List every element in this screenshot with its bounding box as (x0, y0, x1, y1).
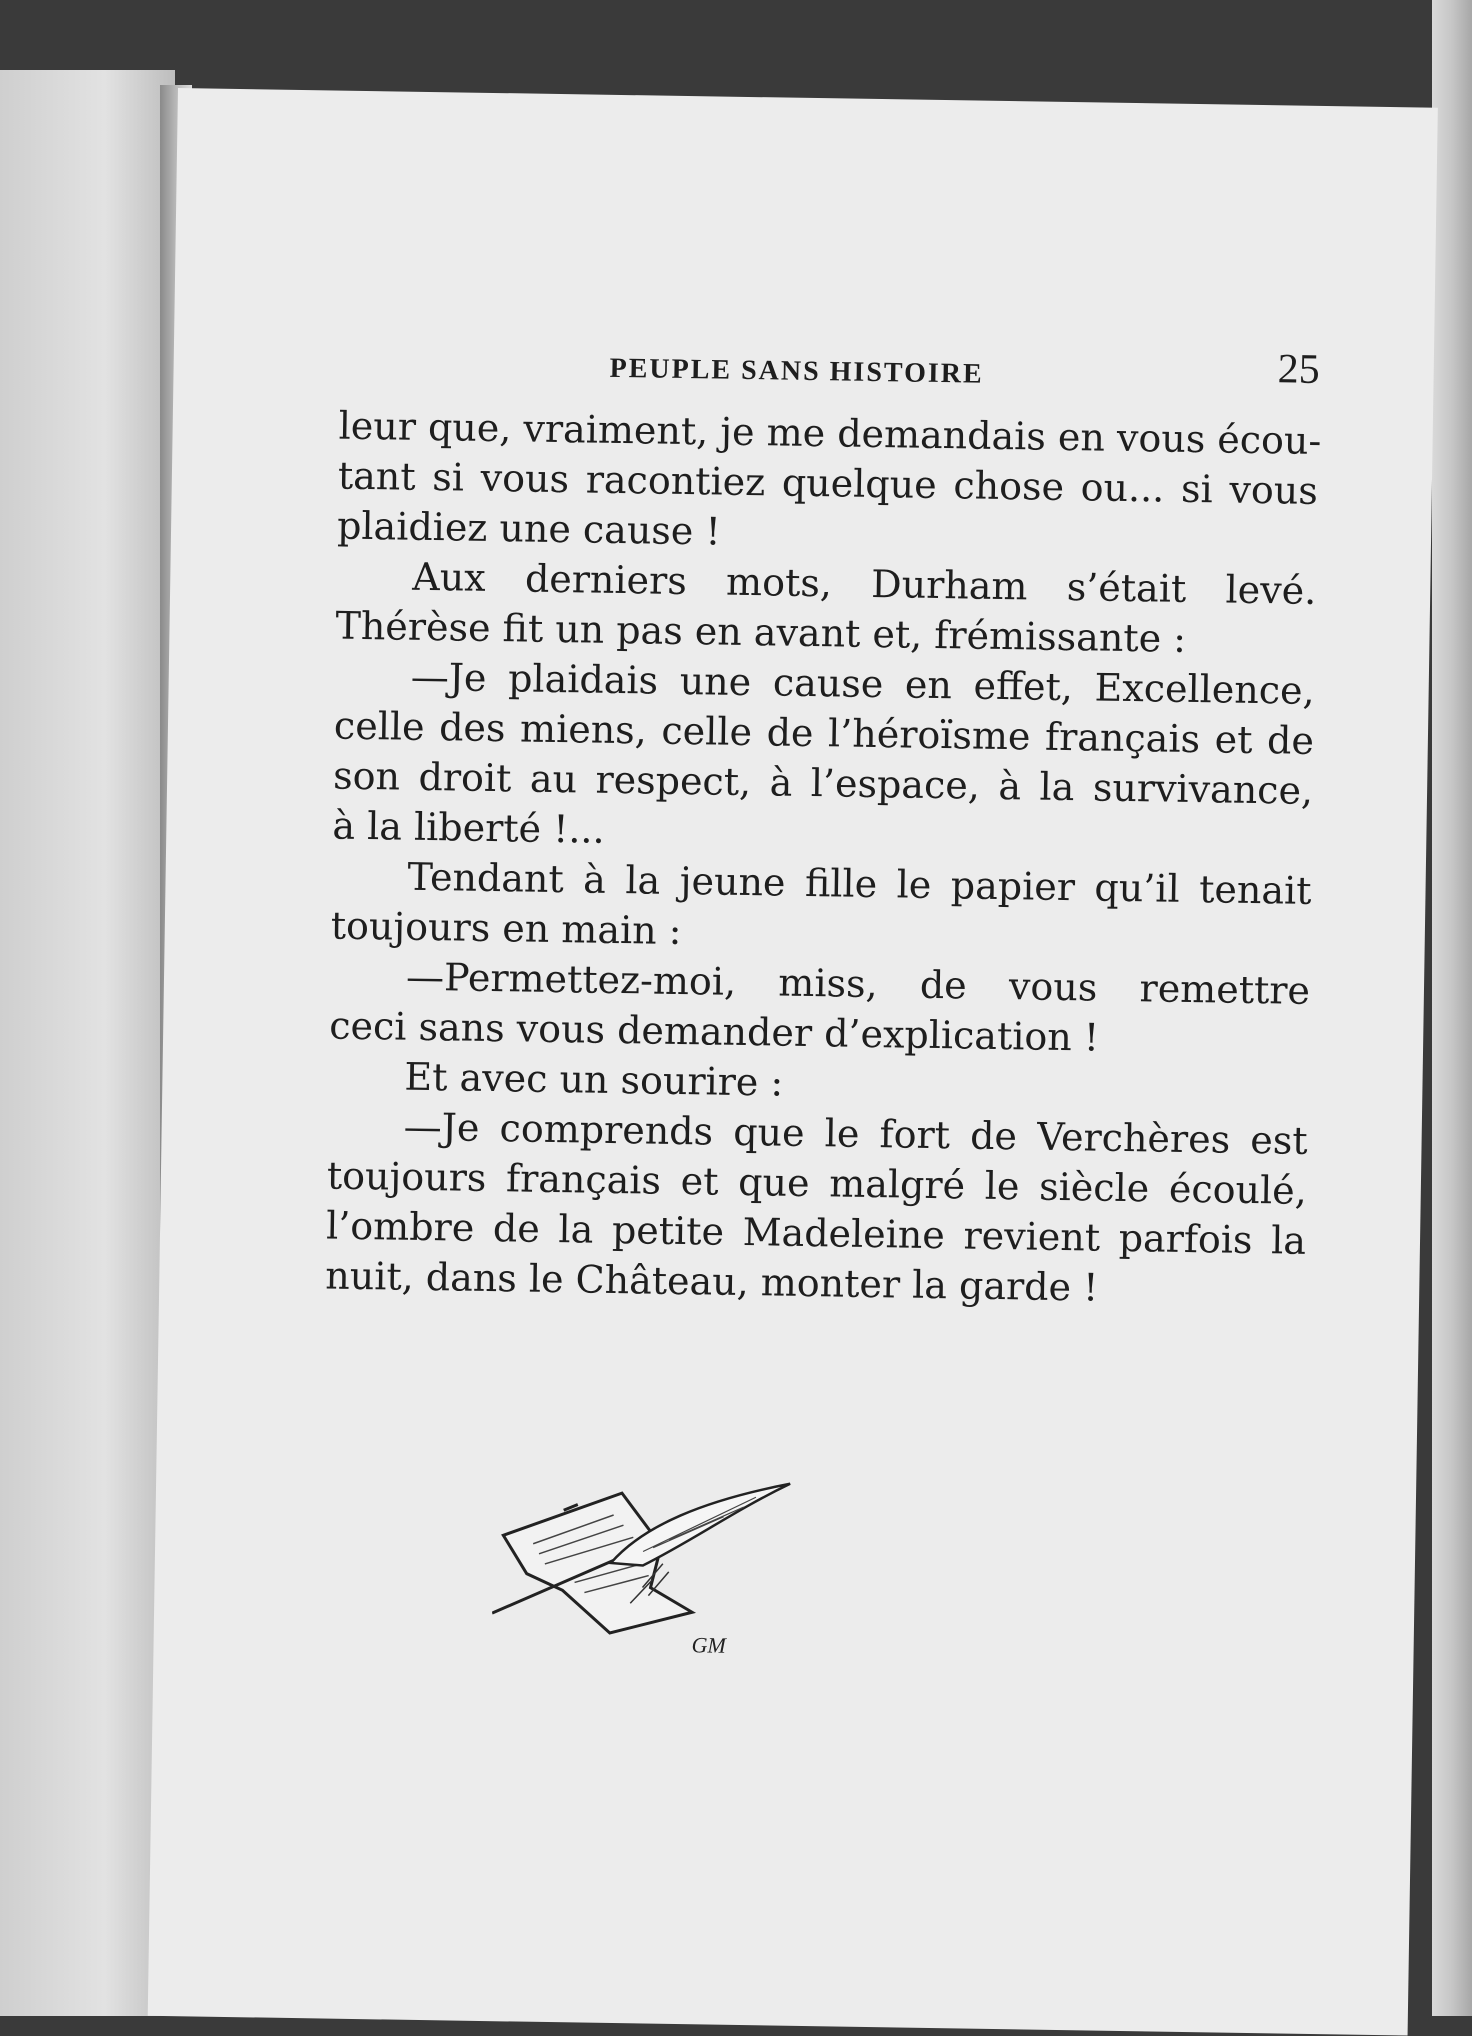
paragraph (330, 851, 1311, 966)
text-line: plaidiez une cause ! (336, 503, 722, 554)
paragraph (332, 651, 1315, 866)
text-line: ceci sans vous demander d’explication ! (328, 1003, 1100, 1060)
paragraph (325, 1100, 1308, 1315)
text-line: Tendant à la jeune fille le papier qu’il tenait (407, 854, 1312, 913)
text-line: son droit au respect, à l’espace, à la survivance, (332, 753, 1314, 813)
text-line: Et avec un sourire : (404, 1054, 784, 1105)
text-line: nuit, dans le Château, monter la garde ! (325, 1253, 1099, 1310)
text-line: —Permettez-moi, miss, de vous remettre (405, 954, 1311, 1013)
text-line: Thérèse fit un pas en avant et, frémissante : (335, 603, 1187, 661)
text-line: —Je comprends que le fort de Verchères est (403, 1104, 1308, 1163)
text-line: toujours français et que malgré le siècle écoulé, (326, 1153, 1308, 1213)
artist-monogram: GM (691, 1632, 727, 1658)
text-line: celle des miens, celle de l’héroïsme français et de (333, 703, 1315, 763)
paragraph (336, 401, 1322, 566)
text-line: Aux derniers mots, Durham s’était levé. (412, 554, 1317, 613)
book-page (148, 88, 1438, 2036)
paragraph (329, 951, 1310, 1066)
left-page-edge (0, 70, 175, 2016)
letter-and-quill-icon (491, 1473, 794, 1678)
paragraph (335, 551, 1316, 666)
page-text-block (325, 331, 1320, 1316)
running-head-title: PEUPLE SANS HISTOIRE (609, 352, 984, 390)
text-line: à la liberté !... (332, 803, 606, 852)
text-line: toujours en main : (330, 903, 682, 954)
right-page-edges (1432, 0, 1472, 2016)
text-line: tant si vous racontiez quelque chose ou... si vous (337, 453, 1319, 513)
page-number: 25 (1277, 346, 1321, 393)
text-line: leur que, vraiment, je me demandais en vous écou- (338, 403, 1322, 463)
text-line: —Je plaidais une cause en effet, Excellence, (410, 654, 1316, 713)
text-line: l’ombre de la petite Madeleine revient parfois la (325, 1203, 1307, 1263)
